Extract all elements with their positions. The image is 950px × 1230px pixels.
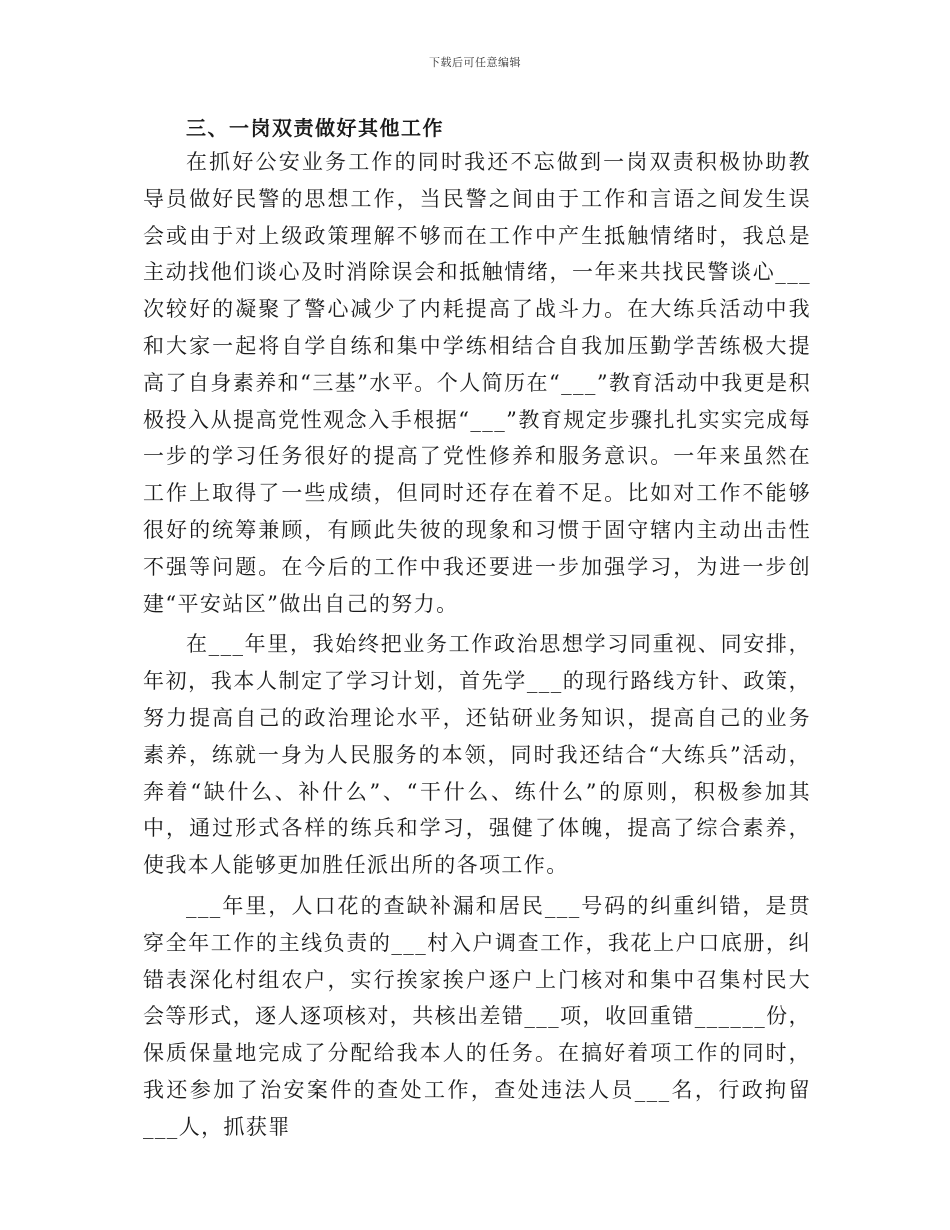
section-heading: 三、一岗双责做好其他工作 <box>186 116 444 140</box>
paragraph-1: 在抓好公安业务工作的同时我还不忘做到一岗双责积极协助教导员做好民警的思想工作，当民警之间由于工作和言语之间发生误会或由于对上级政策理解不够而在工作中产生抵触情绪时，我总是主动找他们谈心及时消除误会和抵触情绪，一年来共找民警谈心___次较好的凝聚了警心减少了内耗提高了战斗力。在大练兵活动中我和大家一起将自学自练和集中学练相结合自我加压勤学苦练极大提高了自身素养和“三基”水平。个人简历在“___”教育活动中我更是积极投入从提高党性观念入手根据“___”教育规定步骤扎扎实实完成每一步的学习任务很好的提高了党性修养和服务意识。一年来虽然在工作上取得了一些成绩，但同时还存在着不足。比如对工作不能够很好的统筹兼顾，有顾此失彼的现象和习惯于固守辖内主动出击性不强等问题。在今后的工作中我还要进一步加强学习，为进一步创建“平安站区”做出自己的努力。 <box>143 150 811 616</box>
paragraph-3: ___年里，人口花的查缺补漏和居民___号码的纠重纠错，是贯穿全年工作的主线负责的___村入户调查工作，我花上户口底册，纠错表深化村组农户，实行挨家挨户逐户上门核对和集中召集村民大会等形式，逐人逐项核对，共核出差错___项，收回重错______份，保质保量地完成了分配给我本人的任务。在搞好着项工作的同时，我还参加了治安案件的查处工作，查处违法人员___名，行政拘留___人，抓获罪 <box>143 893 811 1139</box>
paragraph-2: 在___年里，我始终把业务工作政治思想学习同重视、同安排，年初，我本人制定了学习计划，首先学___的现行路线方针、政策，努力提高自己的政治理论水平，还钻研业务知识，提高自己的业务素养，练就一身为人民服务的本领，同时我还结合“大练兵”活动，奔着“缺什么、补什么”、“干什么、练什么”的原则，积极参加其中，通过形式各样的练兵和学习，强健了体魄，提高了综合素养，使我本人能够更加胜任派出所的各项工作。 <box>143 632 811 878</box>
header-note: 下载后可任意编辑 <box>429 56 521 69</box>
document-body <box>143 112 811 1146</box>
